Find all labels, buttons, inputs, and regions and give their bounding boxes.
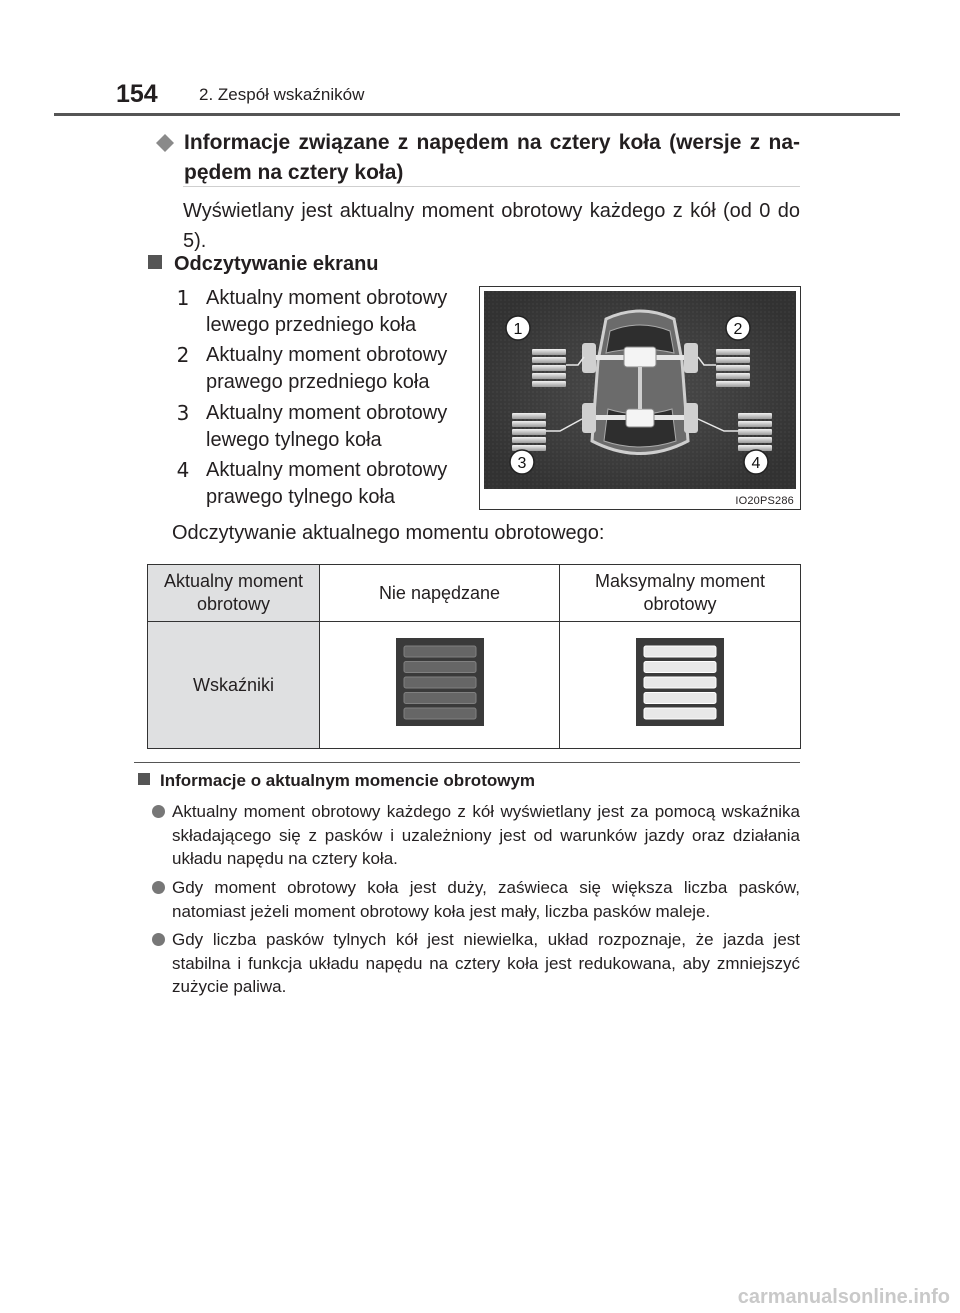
info-bullet — [152, 800, 800, 871]
torque-gauge-icon — [396, 638, 484, 726]
legend-item — [172, 285, 472, 339]
gauge-bar-unlit — [404, 693, 476, 704]
info-bullet-text: Gdy moment obrotowy koła jest duży, zaświeca się większa liczba pasków, natomiast jeżeli moment obrotowy koła jest mały, liczba pasków maleje. — [172, 878, 800, 921]
info-bullet-text: Gdy liczba pasków tylnych kół jest niewielka, układ rozpoznaje, że jazda jest stabilna i funkcja układu napędu na cztery koła jest redukowana, aby zmniejszyć zużycie paliwa. — [172, 930, 800, 996]
table-header-cell: Maksymalny moment obrotowy — [560, 565, 801, 622]
legend-item — [172, 400, 472, 454]
screen-reading-heading — [148, 253, 379, 276]
callout-number: 3 — [176, 401, 190, 425]
bullet-dot-icon — [152, 881, 165, 894]
table-header-cell: Aktualny moment obrotowy — [148, 565, 320, 622]
awd-display-figure — [479, 286, 801, 510]
info-heading-text: Informacje o aktualnym momencie obrotowym — [160, 771, 536, 790]
legend-text: Aktualny moment obrotowy prawego tylnego koła — [206, 459, 448, 508]
figure-callout: 4 — [751, 455, 761, 472]
watermark: carmanualsonline.info — [737, 1286, 950, 1308]
info-bullet — [152, 876, 800, 923]
legend-item — [172, 342, 472, 396]
figure-callout: 2 — [733, 321, 743, 338]
square-bullet-icon — [138, 773, 150, 785]
legend-text: Aktualny moment obrotowy lewego tylnego koła — [206, 402, 448, 451]
table-header-cell: Nie napędzane — [320, 565, 560, 622]
legend-text: Aktualny moment obrotowy prawego przedniego koła — [206, 344, 448, 393]
gauge-bar-unlit — [404, 677, 476, 688]
table-cell — [320, 622, 560, 749]
diamond-icon — [155, 133, 175, 153]
info-bullet — [152, 928, 800, 999]
legend-item — [172, 457, 472, 511]
callout-number: 1 — [176, 286, 190, 310]
figure-callout: 3 — [517, 455, 527, 472]
info-bullet-text: Aktualny moment obrotowy każdego z kół wyświetlany jest za pomocą wskaźnika składającego się z pasków i uzależniony jest od warunków jazdy oraz działania układu napędu na cztery koła. — [172, 802, 800, 868]
section-title-text: Informacje związane z napędem na cztery koła (wersje z na-pędem na cztery koła) — [184, 131, 800, 184]
bullet-dot-icon — [152, 933, 165, 946]
table-row-label: Wskaźniki — [148, 622, 320, 749]
table-caption: Odczytywanie aktualnego momentu obrotowego: — [172, 522, 605, 544]
gauge-bar-lit — [644, 646, 716, 657]
legend-text: Aktualny moment obrotowy lewego przedniego koła — [206, 287, 448, 336]
gauge-bar-lit — [644, 693, 716, 704]
gauge-bar-unlit — [404, 646, 476, 657]
gauge-bar-lit — [644, 662, 716, 673]
section-title — [155, 128, 800, 188]
table-cell — [560, 622, 801, 749]
callout-number: 4 — [176, 458, 190, 482]
figure-code: IO20PS286 — [735, 495, 794, 507]
torque-gauge-icon — [636, 638, 724, 726]
page-header — [0, 0, 960, 118]
gauge-bar-unlit — [404, 662, 476, 673]
torque-table — [147, 564, 801, 749]
info-heading — [138, 771, 535, 791]
page-number: 154 — [116, 80, 158, 108]
section-divider — [183, 186, 800, 187]
table-row — [148, 622, 801, 749]
awd-display-illustration — [484, 291, 796, 489]
gauge-bar-lit — [644, 677, 716, 688]
chapter-title: 2. Zespół wskaźników — [199, 85, 365, 104]
gauge-bar-lit — [644, 708, 716, 719]
callout-number: 2 — [176, 343, 190, 367]
table-header-row — [148, 565, 801, 622]
screen-reading-heading-text: Odczytywanie ekranu — [174, 253, 379, 275]
figure-callout: 1 — [513, 321, 523, 338]
gauge-bar-unlit — [404, 708, 476, 719]
intro-paragraph: Wyświetlany jest aktualny moment obrotowy każdego z kół (od 0 do 5). — [183, 200, 800, 252]
header-divider — [54, 113, 900, 116]
square-bullet-icon — [148, 255, 162, 269]
info-divider — [134, 762, 800, 763]
bullet-dot-icon — [152, 805, 165, 818]
